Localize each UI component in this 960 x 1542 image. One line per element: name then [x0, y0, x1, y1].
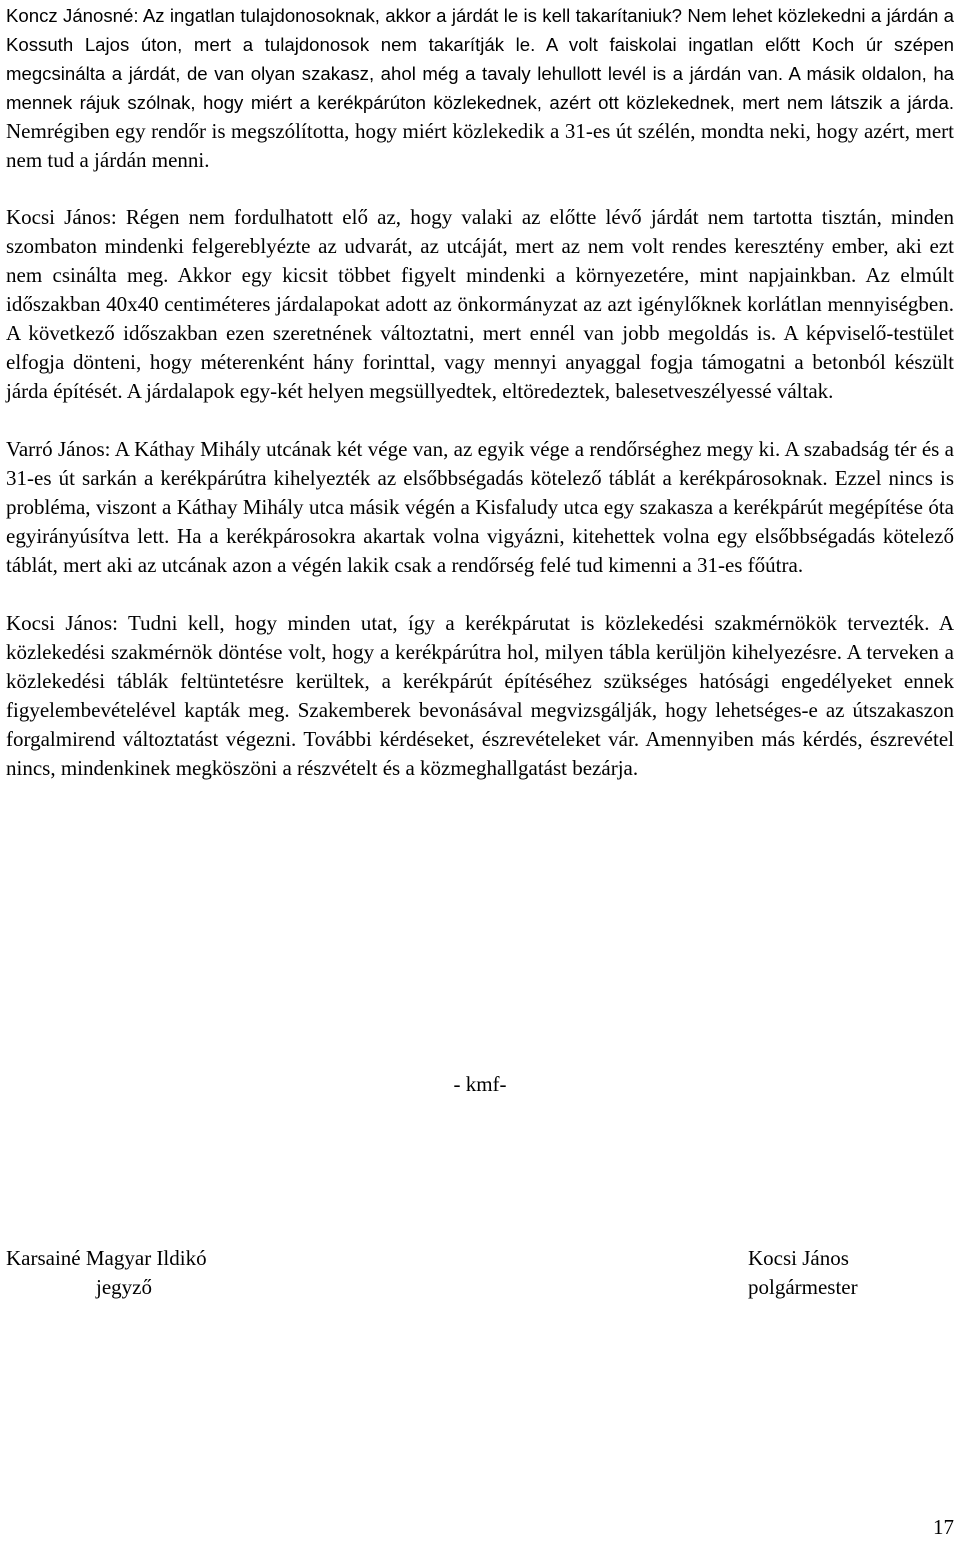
paragraph-text-segment: Nemrégiben egy rendőr is megszólította, hogy miért közlekedik a 31-es út szélén, mondta neki, hogy azért, mert nem tud a járdán menni.	[6, 119, 954, 172]
paragraph-kocsi-janos-2	[6, 609, 954, 783]
paragraph-varro-janos	[6, 435, 954, 580]
paragraph-koncz-janosne	[6, 1, 954, 175]
signature-block-polgarmester	[748, 1244, 858, 1302]
signature-title: jegyző	[96, 1275, 152, 1299]
minutes-body	[6, 1, 954, 812]
signature-block-jegyzo	[6, 1244, 207, 1302]
paragraph-text-segment: Varró János: A Káthay Mihály utcának két vége van, az egyik vége a rendőrséghez megy ki. A szabadság tér és a 31-es út sarkán a kerékpárútra kihelyezték az elsőbbségadás kötelező táblát a kerékpárosoknak. Ezzel nincs is probléma, viszont a Káthay Mihály utca másik végén a Kisfaludy utca egy szakasza a kerékpárút megépítése óta egyirányúsítva lett. Ha a kerékpárosokra akartak volna vigyázni, kitehettek volna egy elsőbbségadás kötelező táblát, mert aki az utcának azon a végén lakik csak a rendőrség felé tud kimenni a 31-es főútra.	[6, 437, 954, 577]
signature-name: Kocsi János	[748, 1246, 849, 1270]
closing-kmf: - kmf-	[453, 1072, 507, 1096]
paragraph-text-segment: Kocsi János: Régen nem fordulhatott elő az, hogy valaki az előtte lévő járdát nem tartotta tisztán, minden szombaton mindenki felgereblyézte az udvarát, az utcáját, mert az nem volt rendes keresztény ember, aki ezt nem csinálta meg. Akkor egy kicsit többet figyelt mindenki a környezetére, mint napjainkban. Az elmúlt időszakban 40x40 centiméteres járdalapokat adott az önkormányzat az azt igénylőknek korlátlan mennyiségben. A következő időszakban ezen szeretnének változtatni, mert ennél van jobb megoldás is. A képviselő-testület elfogja dönteni, hogy méterenként hány forinttal, vagy mennyi anyaggal fogja támogatni a betonból készült járda építését. A járdalapok egy-két helyen megsüllyedtek, eltöredeztek, balesetveszélyessé váltak.	[6, 205, 954, 403]
signature-title: polgármester	[748, 1275, 858, 1299]
signature-name: Karsainé Magyar Ildikó	[6, 1246, 207, 1270]
paragraph-kocsi-janos-1	[6, 203, 954, 406]
paragraph-text-segment: Koncz Jánosné: Az ingatlan tulajdonosoknak, akkor a járdát le is kell takarítaniuk? Nem lehet közlekedni a járdán a Kossuth Lajos úton, mert a tulajdonosok nem takarítják le. A volt faiskolai ingatlan előtt Koch úr szépen megcsinálta a járdát, de van olyan szakasz, ahol még a tavaly lehullott levél is a járdán van.	[6, 5, 954, 84]
paragraph-text-segment: Kocsi János: Tudni kell, hogy minden utat, így a kerékpárutat is közlekedési szakmérnökök tervezték. A közlekedési szakmérnök döntése volt, hogy a kerékpárútra hol, milyen tábla kerüljön kihelyezésre. A terveken a közlekedési táblák feltüntetésre kerültek, a kerékpárút építéséhez szükséges hatósági engedélyeket ennek figyelembevételével kapták meg. Szakemberek bevonásával megvizsgálják, hogy lehetséges-e az útszakaszon forgalmirend változtatást végezni. További kérdéseket, észrevételeket vár. Amennyiben más kérdés, észrevétel nincs, mindenkinek megköszöni a részvételt és a közmeghallgatást bezárja.	[6, 611, 954, 780]
page-number: 17	[933, 1515, 954, 1539]
paragraph-text-segment: A másik oldalon, ha mennek rájuk szólnak, hogy miért a kerékpárúton közlekednek, azért ott közlekednek, mert nem látszik a járda.	[6, 63, 955, 113]
